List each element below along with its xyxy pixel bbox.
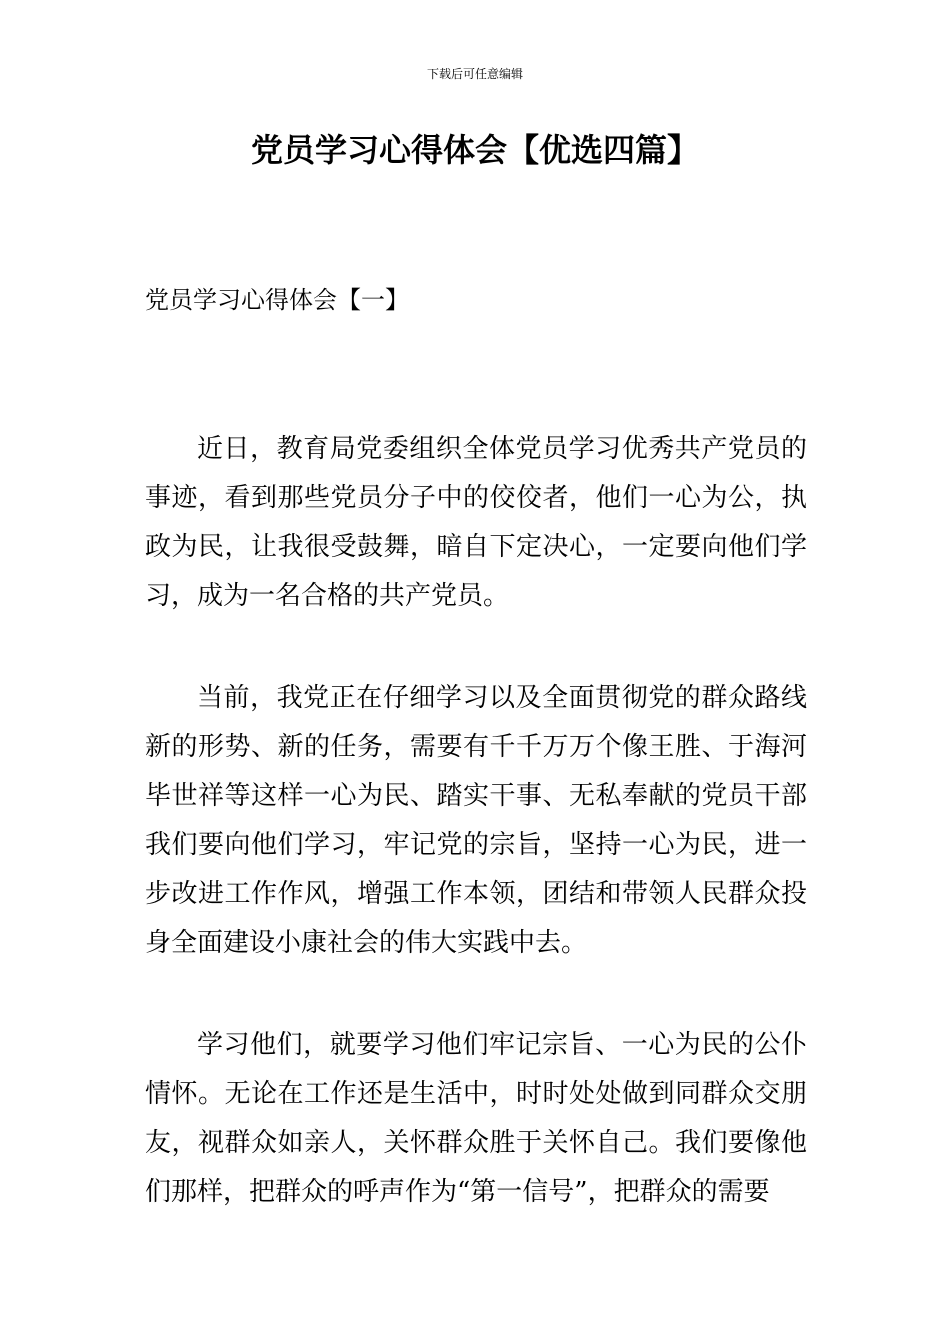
paragraph-2: 当前，我党正在仔细学习以及全面贯彻党的群众路线新的形势、新的任务，需要有千千万万个像王胜、于海河毕世祥等这样一心为民、踏实干事、无私奉献的党员干部我们要向他们学习，牢记党的宗旨，坚持一心为民，进一步改进工作作风，增强工作本领，团结和带领人民群众投身全面建设小康社会的伟大实践中去。: [145, 683, 807, 958]
section-heading: 党员学习心得体会【一】: [145, 286, 409, 314]
paragraph-1: 近日，教育局党委组织全体党员学习优秀共产党员的事迹，看到那些党员分子中的佼佼者，他们一心为公，执政为民，让我很受鼓舞，暗自下定决心，一定要向他们学习，成为一名合格的共产党员。: [145, 434, 807, 611]
document-title: 党员学习心得体会【优选四篇】: [250, 131, 699, 169]
paragraph-3: 学习他们，就要学习他们牢记宗旨、一心为民的公仆情怀。无论在工作还是生活中，时时处处做到同群众交朋友，视群众如亲人，关怀群众胜于关怀自己。我们要像他们那样，把群众的呼声作为“第一信号”，把群众的需要: [145, 1030, 807, 1207]
header-note: 下载后可任意编辑: [426, 67, 523, 81]
